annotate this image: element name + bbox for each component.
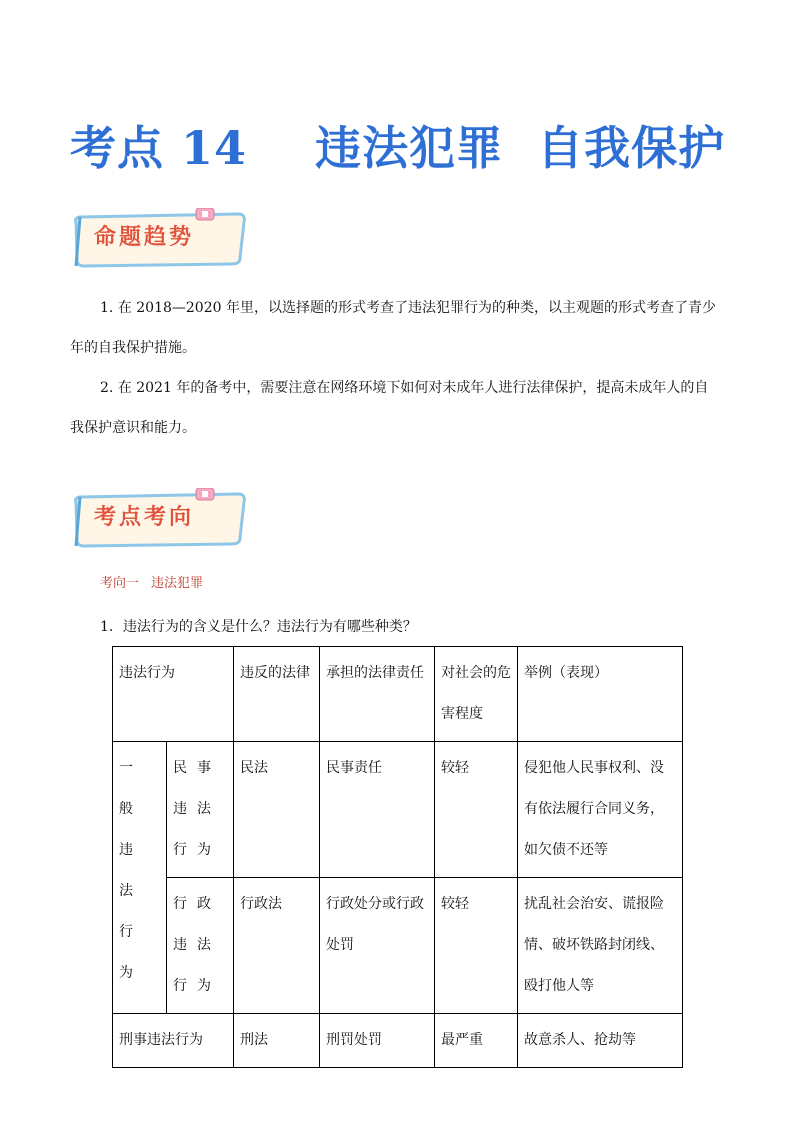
header-cell: 对社会的危害程度 — [435, 647, 518, 742]
liability-cell: 行政处分或行政处罚 — [320, 878, 435, 1014]
header-cell: 违法行为 — [113, 647, 234, 742]
paragraph-number: 1. — [100, 300, 114, 316]
table-header-row — [113, 647, 683, 742]
harm-cell: 较轻 — [435, 742, 518, 878]
example-cell: 扰乱社会治安、谎报险情、破坏铁路封闭线、殴打他人等 — [518, 878, 683, 1014]
liability-cell: 民事责任 — [320, 742, 435, 878]
direction-badge-label: 考点考向 — [94, 505, 195, 530]
paragraph-number: 2. — [100, 380, 114, 396]
header-cell: 违反的法律 — [234, 647, 320, 742]
table-row — [113, 742, 683, 878]
type-cell: 刑事违法行为 — [113, 1014, 234, 1068]
question: 1．违法行为的含义是什么？违法行为有哪些种类？ — [100, 619, 417, 635]
example-cell: 故意杀人、抢劫等 — [518, 1014, 683, 1068]
section-label: 考向一 — [100, 576, 140, 591]
example-cell: 侵犯他人民事权利、没有依法履行合同义务，如欠债不还等 — [518, 742, 683, 878]
section-title: 违法犯罪 — [151, 576, 204, 591]
type-cell: 民事违法行为 — [167, 742, 234, 878]
section-heading — [100, 572, 203, 591]
table-row — [113, 1014, 683, 1068]
law-cell: 民法 — [234, 742, 320, 878]
harm-cell: 最严重 — [435, 1014, 518, 1068]
table-row — [113, 878, 683, 1014]
trend-paragraph-2 — [70, 368, 720, 448]
page-title: 考点 14 违法犯罪 自我保护 — [70, 121, 726, 175]
trend-badge — [70, 208, 250, 268]
header-cell: 承担的法律责任 — [320, 647, 435, 742]
general-violation-cell: 一般违法行为 — [113, 742, 167, 1014]
paragraph-text: 在 2018—2020 年里，以选择题的形式考查了违法犯罪行为的种类，以主观题的形式考查了青少年的自我保护措施。 — [70, 300, 716, 356]
law-table — [112, 646, 683, 1068]
direction-badge — [70, 488, 250, 548]
trend-badge-label: 命题趋势 — [94, 225, 195, 250]
trend-paragraph-1 — [70, 288, 720, 368]
paragraph-text: 在 2021 年的备考中，需要注意在网络环境下如何对未成年人进行法律保护，提高未成年人的自我保护意识和能力。 — [70, 380, 709, 436]
harm-cell: 较轻 — [435, 878, 518, 1014]
law-cell: 刑法 — [234, 1014, 320, 1068]
law-cell: 行政法 — [234, 878, 320, 1014]
liability-cell: 刑罚处罚 — [320, 1014, 435, 1068]
type-cell: 行政违法行为 — [167, 878, 234, 1014]
header-cell: 举例（表现） — [518, 647, 683, 742]
